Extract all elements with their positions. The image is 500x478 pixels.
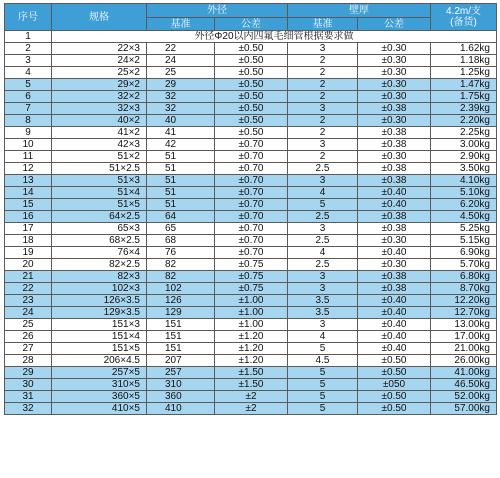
cell-spec: 126×3.5 bbox=[52, 295, 147, 307]
table-row bbox=[5, 247, 497, 259]
cell-od-base: 65 bbox=[147, 223, 215, 235]
cell-wall-tol: ±0.50 bbox=[358, 367, 431, 379]
cell-wall-base: 5 bbox=[288, 403, 358, 415]
cell-wall-base: 5 bbox=[288, 391, 358, 403]
cell-price: 17.00kg bbox=[431, 331, 497, 343]
cell-od-tol: ±0.50 bbox=[215, 79, 288, 91]
cell-no: 2 bbox=[5, 43, 52, 55]
col-header-price-line2: (备货) bbox=[450, 17, 477, 28]
cell-od-base: 51 bbox=[147, 151, 215, 163]
cell-no: 14 bbox=[5, 187, 52, 199]
cell-price: 26.00kg bbox=[431, 355, 497, 367]
cell-wall-tol: ±0.30 bbox=[358, 67, 431, 79]
cell-price: 4.10kg bbox=[431, 175, 497, 187]
cell-spec: 151×3 bbox=[52, 319, 147, 331]
cell-od-base: 102 bbox=[147, 283, 215, 295]
cell-price: 52.00kg bbox=[431, 391, 497, 403]
cell-price: 12.70kg bbox=[431, 307, 497, 319]
cell-wall-tol: ±0.40 bbox=[358, 199, 431, 211]
cell-spec: 41×2 bbox=[52, 127, 147, 139]
cell-price: 2.90kg bbox=[431, 151, 497, 163]
cell-price: 6.90kg bbox=[431, 247, 497, 259]
cell-spec: 410×5 bbox=[52, 403, 147, 415]
cell-wall-base: 3 bbox=[288, 175, 358, 187]
cell-od-tol: ±0.50 bbox=[215, 115, 288, 127]
cell-spec: 310×5 bbox=[52, 379, 147, 391]
cell-od-base: 22 bbox=[147, 43, 215, 55]
cell-wall-base: 5 bbox=[288, 367, 358, 379]
cell-no: 3 bbox=[5, 55, 52, 67]
cell-spec: 360×5 bbox=[52, 391, 147, 403]
cell-spec: 65×3 bbox=[52, 223, 147, 235]
cell-od-tol: ±2 bbox=[215, 403, 288, 415]
cell-wall-base: 4 bbox=[288, 187, 358, 199]
cell-spec: 151×4 bbox=[52, 331, 147, 343]
cell-od-tol: ±0.70 bbox=[215, 151, 288, 163]
cell-wall-tol: ±0.38 bbox=[358, 139, 431, 151]
cell-wall-tol: ±0.40 bbox=[358, 307, 431, 319]
cell-price: 2.25kg bbox=[431, 127, 497, 139]
cell-wall-tol: ±0.30 bbox=[358, 115, 431, 127]
cell-od-base: 82 bbox=[147, 259, 215, 271]
cell-spec: 32×2 bbox=[52, 91, 147, 103]
cell-wall-tol: ±0.30 bbox=[358, 91, 431, 103]
cell-no: 29 bbox=[5, 367, 52, 379]
cell-spec: 51×2 bbox=[52, 151, 147, 163]
cell-wall-tol: ±0.38 bbox=[358, 127, 431, 139]
cell-od-base: 41 bbox=[147, 127, 215, 139]
cell-od-tol: ±0.50 bbox=[215, 103, 288, 115]
table-row bbox=[5, 271, 497, 283]
header-row-1 bbox=[5, 4, 497, 18]
cell-spec: 51×2.5 bbox=[52, 163, 147, 175]
cell-no: 30 bbox=[5, 379, 52, 391]
cell-no: 16 bbox=[5, 211, 52, 223]
cell-od-tol: ±1.00 bbox=[215, 307, 288, 319]
cell-wall-tol: ±0.38 bbox=[358, 211, 431, 223]
cell-wall-tol: ±0.38 bbox=[358, 163, 431, 175]
cell-od-base: 151 bbox=[147, 343, 215, 355]
cell-od-tol: ±0.70 bbox=[215, 187, 288, 199]
cell-od-base: 360 bbox=[147, 391, 215, 403]
cell-wall-base: 3 bbox=[288, 43, 358, 55]
cell-price: 1.47kg bbox=[431, 79, 497, 91]
cell-price: 1.25kg bbox=[431, 67, 497, 79]
cell-wall-base: 2.5 bbox=[288, 211, 358, 223]
cell-od-tol: ±1.20 bbox=[215, 355, 288, 367]
table-row bbox=[5, 91, 497, 103]
cell-od-base: 64 bbox=[147, 211, 215, 223]
cell-price: 1.62kg bbox=[431, 43, 497, 55]
cell-od-base: 151 bbox=[147, 331, 215, 343]
cell-spec: 51×3 bbox=[52, 175, 147, 187]
cell-od-tol: ±0.50 bbox=[215, 91, 288, 103]
cell-wall-tol: ±0.38 bbox=[358, 283, 431, 295]
cell-od-base: 40 bbox=[147, 115, 215, 127]
table-row bbox=[5, 175, 497, 187]
cell-od-tol: ±0.70 bbox=[215, 211, 288, 223]
spec-table-container bbox=[4, 3, 496, 415]
col-header-od-tol: 公差 bbox=[215, 18, 288, 31]
cell-no: 21 bbox=[5, 271, 52, 283]
cell-od-tol: ±2 bbox=[215, 391, 288, 403]
cell-od-tol: ±0.50 bbox=[215, 67, 288, 79]
cell-wall-base: 3 bbox=[288, 139, 358, 151]
table-row bbox=[5, 307, 497, 319]
cell-no: 11 bbox=[5, 151, 52, 163]
cell-od-base: 24 bbox=[147, 55, 215, 67]
cell-wall-tol: ±0.30 bbox=[358, 259, 431, 271]
cell-no: 26 bbox=[5, 331, 52, 343]
cell-price: 4.50kg bbox=[431, 211, 497, 223]
note-cell: 外径Φ20以内四氟毛细管根据要求做 bbox=[52, 31, 497, 43]
table-row bbox=[5, 115, 497, 127]
cell-spec: 64×2.5 bbox=[52, 211, 147, 223]
cell-od-tol: ±1.00 bbox=[215, 319, 288, 331]
table-row bbox=[5, 211, 497, 223]
cell-price: 12.20kg bbox=[431, 295, 497, 307]
cell-od-tol: ±0.50 bbox=[215, 43, 288, 55]
cell-no: 27 bbox=[5, 343, 52, 355]
table-row bbox=[5, 403, 497, 415]
table-row bbox=[5, 331, 497, 343]
cell-wall-tol: ±0.30 bbox=[358, 151, 431, 163]
cell-wall-base: 2 bbox=[288, 91, 358, 103]
cell-wall-base: 2.5 bbox=[288, 163, 358, 175]
cell-wall-base: 2.5 bbox=[288, 235, 358, 247]
cell-price: 46.50kg bbox=[431, 379, 497, 391]
cell-spec: 42×3 bbox=[52, 139, 147, 151]
cell-wall-base: 3.5 bbox=[288, 295, 358, 307]
table-row bbox=[5, 295, 497, 307]
table-row-note bbox=[5, 31, 497, 43]
cell-od-tol: ±0.70 bbox=[215, 175, 288, 187]
cell-spec: 51×4 bbox=[52, 187, 147, 199]
cell-no: 9 bbox=[5, 127, 52, 139]
cell-wall-tol: ±0.40 bbox=[358, 247, 431, 259]
cell-spec: 29×2 bbox=[52, 79, 147, 91]
cell-od-tol: ±0.70 bbox=[215, 247, 288, 259]
col-header-no: 序号 bbox=[5, 4, 52, 31]
cell-od-base: 129 bbox=[147, 307, 215, 319]
cell-price: 3.50kg bbox=[431, 163, 497, 175]
cell-no: 17 bbox=[5, 223, 52, 235]
cell-od-base: 25 bbox=[147, 67, 215, 79]
col-header-outer-diameter: 外径 bbox=[147, 4, 288, 18]
col-header-spec: 规格 bbox=[52, 4, 147, 31]
table-row bbox=[5, 151, 497, 163]
cell-no: 25 bbox=[5, 319, 52, 331]
cell-no: 22 bbox=[5, 283, 52, 295]
cell-no: 23 bbox=[5, 295, 52, 307]
cell-od-tol: ±0.70 bbox=[215, 235, 288, 247]
cell-spec: 68×2.5 bbox=[52, 235, 147, 247]
row-no-1: 1 bbox=[5, 31, 52, 43]
cell-od-base: 410 bbox=[147, 403, 215, 415]
cell-od-base: 76 bbox=[147, 247, 215, 259]
table-row bbox=[5, 187, 497, 199]
col-header-wall-base: 基准 bbox=[288, 18, 358, 31]
col-header-price-line1: 4.2m/支 bbox=[445, 6, 481, 17]
cell-od-tol: ±0.70 bbox=[215, 223, 288, 235]
cell-wall-tol: ±0.40 bbox=[358, 187, 431, 199]
table-row bbox=[5, 223, 497, 235]
cell-wall-base: 5 bbox=[288, 199, 358, 211]
cell-od-base: 51 bbox=[147, 187, 215, 199]
cell-no: 19 bbox=[5, 247, 52, 259]
cell-wall-base: 2 bbox=[288, 55, 358, 67]
cell-wall-tol: ±0.30 bbox=[358, 235, 431, 247]
table-row bbox=[5, 367, 497, 379]
cell-no: 15 bbox=[5, 199, 52, 211]
cell-no: 31 bbox=[5, 391, 52, 403]
cell-wall-tol: ±0.30 bbox=[358, 55, 431, 67]
cell-no: 20 bbox=[5, 259, 52, 271]
table-row bbox=[5, 235, 497, 247]
cell-price: 21.00kg bbox=[431, 343, 497, 355]
cell-spec: 257×5 bbox=[52, 367, 147, 379]
cell-no: 18 bbox=[5, 235, 52, 247]
cell-price: 13.00kg bbox=[431, 319, 497, 331]
cell-wall-base: 2 bbox=[288, 67, 358, 79]
cell-wall-tol: ±0.50 bbox=[358, 355, 431, 367]
cell-od-tol: ±1.00 bbox=[215, 295, 288, 307]
cell-od-tol: ±0.50 bbox=[215, 55, 288, 67]
cell-wall-tol: ±0.40 bbox=[358, 295, 431, 307]
cell-wall-base: 4.5 bbox=[288, 355, 358, 367]
cell-wall-tol: ±0.30 bbox=[358, 79, 431, 91]
cell-no: 13 bbox=[5, 175, 52, 187]
cell-price: 8.70kg bbox=[431, 283, 497, 295]
table-row bbox=[5, 127, 497, 139]
cell-od-base: 82 bbox=[147, 271, 215, 283]
cell-wall-base: 3 bbox=[288, 319, 358, 331]
cell-od-base: 68 bbox=[147, 235, 215, 247]
cell-spec: 76×4 bbox=[52, 247, 147, 259]
table-row bbox=[5, 379, 497, 391]
table-row bbox=[5, 343, 497, 355]
cell-price: 41.00kg bbox=[431, 367, 497, 379]
cell-no: 7 bbox=[5, 103, 52, 115]
cell-od-base: 51 bbox=[147, 199, 215, 211]
table-body bbox=[5, 31, 497, 415]
cell-wall-base: 3 bbox=[288, 283, 358, 295]
cell-spec: 82×3 bbox=[52, 271, 147, 283]
table-row bbox=[5, 391, 497, 403]
cell-spec: 40×2 bbox=[52, 115, 147, 127]
cell-spec: 22×3 bbox=[52, 43, 147, 55]
cell-wall-tol: ±050 bbox=[358, 379, 431, 391]
table-row bbox=[5, 163, 497, 175]
cell-wall-base: 2 bbox=[288, 127, 358, 139]
cell-no: 10 bbox=[5, 139, 52, 151]
cell-od-base: 42 bbox=[147, 139, 215, 151]
cell-od-tol: ±0.50 bbox=[215, 127, 288, 139]
col-header-od-base: 基准 bbox=[147, 18, 215, 31]
cell-price: 5.70kg bbox=[431, 259, 497, 271]
cell-spec: 129×3.5 bbox=[52, 307, 147, 319]
cell-spec: 24×2 bbox=[52, 55, 147, 67]
col-header-wall-thickness: 壁厚 bbox=[288, 4, 431, 18]
cell-no: 6 bbox=[5, 91, 52, 103]
cell-spec: 206×4.5 bbox=[52, 355, 147, 367]
cell-wall-base: 4 bbox=[288, 331, 358, 343]
cell-price: 3.00kg bbox=[431, 139, 497, 151]
cell-price: 1.75kg bbox=[431, 91, 497, 103]
cell-od-tol: ±0.70 bbox=[215, 199, 288, 211]
cell-od-base: 32 bbox=[147, 91, 215, 103]
cell-spec: 25×2 bbox=[52, 67, 147, 79]
cell-od-base: 51 bbox=[147, 175, 215, 187]
cell-no: 28 bbox=[5, 355, 52, 367]
cell-wall-tol: ±0.38 bbox=[358, 175, 431, 187]
table-row bbox=[5, 67, 497, 79]
cell-od-base: 257 bbox=[147, 367, 215, 379]
cell-wall-tol: ±0.38 bbox=[358, 223, 431, 235]
cell-od-tol: ±1.20 bbox=[215, 331, 288, 343]
table-row bbox=[5, 103, 497, 115]
cell-no: 4 bbox=[5, 67, 52, 79]
cell-price: 5.25kg bbox=[431, 223, 497, 235]
cell-od-tol: ±1.50 bbox=[215, 367, 288, 379]
cell-no: 32 bbox=[5, 403, 52, 415]
cell-od-base: 51 bbox=[147, 163, 215, 175]
cell-wall-base: 3 bbox=[288, 223, 358, 235]
table-row bbox=[5, 259, 497, 271]
cell-wall-base: 4 bbox=[288, 247, 358, 259]
col-header-wall-tol: 公差 bbox=[358, 18, 431, 31]
ptfe-tube-spec-table bbox=[4, 3, 497, 415]
cell-spec: 151×5 bbox=[52, 343, 147, 355]
cell-wall-tol: ±0.30 bbox=[358, 43, 431, 55]
cell-wall-base: 3 bbox=[288, 271, 358, 283]
cell-wall-base: 2 bbox=[288, 151, 358, 163]
cell-od-base: 151 bbox=[147, 319, 215, 331]
cell-wall-tol: ±0.40 bbox=[358, 319, 431, 331]
cell-price: 2.39kg bbox=[431, 103, 497, 115]
cell-spec: 51×5 bbox=[52, 199, 147, 211]
cell-od-tol: ±0.70 bbox=[215, 139, 288, 151]
cell-od-tol: ±0.75 bbox=[215, 271, 288, 283]
table-row bbox=[5, 79, 497, 91]
cell-spec: 102×3 bbox=[52, 283, 147, 295]
cell-od-base: 310 bbox=[147, 379, 215, 391]
cell-wall-base: 3.5 bbox=[288, 307, 358, 319]
cell-od-base: 29 bbox=[147, 79, 215, 91]
cell-od-base: 207 bbox=[147, 355, 215, 367]
cell-wall-base: 3 bbox=[288, 103, 358, 115]
cell-wall-base: 2 bbox=[288, 79, 358, 91]
cell-price: 5.15kg bbox=[431, 235, 497, 247]
table-row bbox=[5, 283, 497, 295]
cell-od-tol: ±0.75 bbox=[215, 283, 288, 295]
cell-wall-base: 5 bbox=[288, 379, 358, 391]
cell-wall-tol: ±0.38 bbox=[358, 103, 431, 115]
cell-wall-base: 2.5 bbox=[288, 259, 358, 271]
cell-no: 8 bbox=[5, 115, 52, 127]
cell-wall-tol: ±0.38 bbox=[358, 271, 431, 283]
cell-no: 12 bbox=[5, 163, 52, 175]
cell-price: 5.10kg bbox=[431, 187, 497, 199]
cell-wall-base: 2 bbox=[288, 115, 358, 127]
table-row bbox=[5, 55, 497, 67]
cell-od-tol: ±0.75 bbox=[215, 259, 288, 271]
table-row bbox=[5, 199, 497, 211]
cell-price: 57.00kg bbox=[431, 403, 497, 415]
cell-price: 1.18kg bbox=[431, 55, 497, 67]
table-row bbox=[5, 139, 497, 151]
cell-wall-tol: ±0.50 bbox=[358, 403, 431, 415]
table-row bbox=[5, 319, 497, 331]
cell-od-base: 32 bbox=[147, 103, 215, 115]
cell-no: 24 bbox=[5, 307, 52, 319]
cell-spec: 82×2.5 bbox=[52, 259, 147, 271]
cell-price: 6.80kg bbox=[431, 271, 497, 283]
cell-wall-tol: ±0.50 bbox=[358, 391, 431, 403]
cell-od-base: 126 bbox=[147, 295, 215, 307]
cell-od-tol: ±1.20 bbox=[215, 343, 288, 355]
cell-price: 6.20kg bbox=[431, 199, 497, 211]
cell-price: 2.20kg bbox=[431, 115, 497, 127]
cell-spec: 32×3 bbox=[52, 103, 147, 115]
cell-od-tol: ±0.70 bbox=[215, 163, 288, 175]
cell-wall-base: 5 bbox=[288, 343, 358, 355]
col-header-price bbox=[431, 4, 497, 31]
cell-wall-tol: ±0.40 bbox=[358, 343, 431, 355]
cell-wall-tol: ±0.40 bbox=[358, 331, 431, 343]
table-row bbox=[5, 355, 497, 367]
cell-no: 5 bbox=[5, 79, 52, 91]
cell-od-tol: ±1.50 bbox=[215, 379, 288, 391]
table-row bbox=[5, 43, 497, 55]
